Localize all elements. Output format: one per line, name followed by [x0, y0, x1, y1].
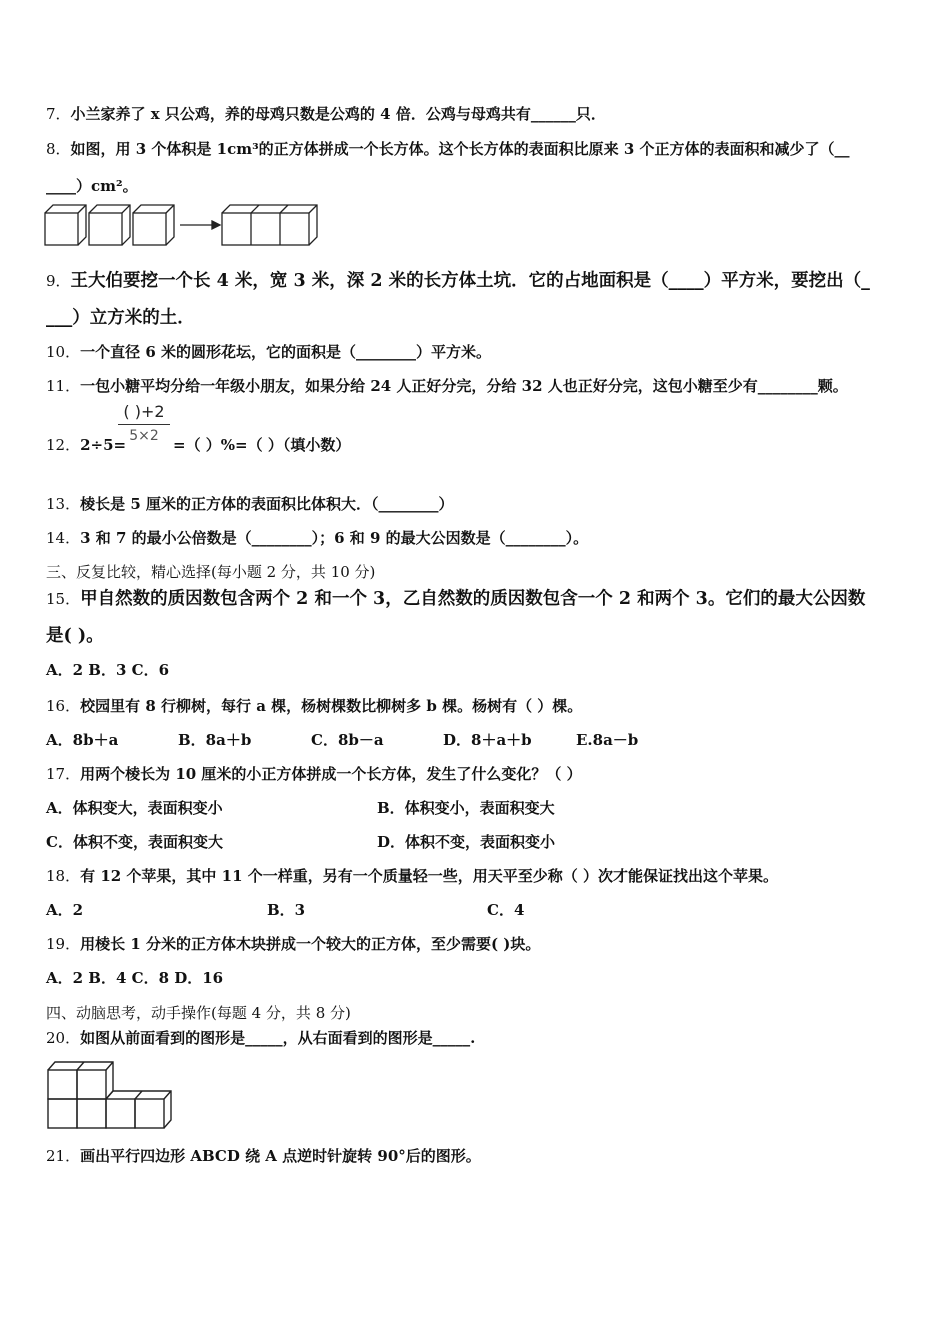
question-number: 20．: [46, 1029, 81, 1047]
fraction-denominator: 5×2: [129, 428, 159, 444]
option-d: D．8＋a＋b: [443, 731, 532, 749]
question-text: 甲自然数的质因数包含两个 2 和一个 3，乙自然数的质因数包含一个 2 和两个 3。它们的最大公因数: [80, 589, 866, 609]
option-c: C．8b－a: [311, 731, 384, 749]
question-18: [46, 865, 778, 886]
option-c: C．体积不变，表面积变大: [46, 833, 223, 851]
question-12: [46, 434, 126, 455]
question-8-continuation: ____）cm²。: [46, 177, 138, 195]
stacked-cubes-figure: [46, 1059, 178, 1131]
section-heading-4: 四、动脑思考，动手操作(每题 4 分，共 8 分): [46, 1004, 351, 1022]
question-text: 如图，用 3 个体积是 1cm³的正方体拼成一个长方体。这个长方体的表面积比原来 3 个正方体的表面积和减少了（__: [70, 140, 850, 158]
question-15-options: A．2 B．3 C．6: [46, 661, 170, 679]
question-text: 棱长是 5 厘米的正方体的表面积比体积大．（________）: [80, 495, 454, 513]
question-11: [46, 375, 848, 396]
option-a: A．2: [46, 901, 84, 919]
equation-start: 2÷5=: [80, 436, 127, 454]
question-15-continuation: 是( )。: [46, 626, 104, 646]
question-number: 19．: [46, 935, 81, 953]
option-a: A．体积变大，表面积变小: [46, 799, 223, 817]
question-13: [46, 493, 453, 514]
question-17: [46, 763, 582, 784]
cubes-to-cuboid-figure: [44, 203, 322, 247]
question-number: 13．: [46, 495, 81, 513]
question-text: 用两个棱长为 10 厘米的小正方体拼成一个长方体，发生了什么变化？（ ）: [80, 765, 582, 783]
option-b: B．8a＋b: [178, 731, 252, 749]
question-number: 14．: [46, 529, 81, 547]
question-number: 18．: [46, 867, 81, 885]
option-b: B．体积变小，表面积变大: [377, 799, 555, 817]
question-number: 8．: [46, 140, 71, 158]
question-21: [46, 1145, 481, 1166]
question-text: 画出平行四边形 ABCD 绕 A 点逆时针旋转 90°后的图形。: [80, 1147, 481, 1165]
question-number: 12．: [46, 436, 81, 454]
question-number: 9．: [46, 272, 71, 290]
question-text: 小兰家养了 x 只公鸡，养的母鸡只数是公鸡的 4 倍．公鸡与母鸡共有______只．: [70, 105, 606, 123]
question-text: 有 12 个苹果，其中 11 个一样重，另有一个质量轻一些，用天平至少称（ ）次才能保证找出这个苹果。: [80, 867, 778, 885]
question-number: 21．: [46, 1147, 81, 1165]
equation-end: =（ ）%=（ ）（填小数）: [173, 436, 351, 454]
question-number: 10．: [46, 343, 81, 361]
question-text: 如图从前面看到的图形是_____，从右面看到的图形是_____.: [80, 1029, 476, 1047]
question-20: [46, 1027, 475, 1048]
option-b: B．3: [267, 901, 306, 919]
option-d: D．体积不变，表面积变小: [377, 833, 556, 851]
question-text: 3 和 7 的最小公倍数是（________）；6 和 9 的最大公因数是（________）。: [80, 529, 589, 547]
question-text: 校园里有 8 行柳树，每行 a 棵，杨树棵数比柳树多 b 棵。杨树有（ ）棵。: [80, 697, 583, 715]
option-a: A．8b＋a: [46, 731, 119, 749]
question-number: 11．: [46, 377, 81, 395]
question-16: [46, 695, 582, 716]
question-14: [46, 527, 588, 548]
question-number: 7．: [46, 105, 71, 123]
question-9: [46, 267, 870, 292]
question-number: 17．: [46, 765, 81, 783]
question-19: [46, 933, 540, 954]
question-8: [46, 138, 850, 159]
fraction: [116, 402, 172, 444]
option-c: C．4: [487, 901, 525, 919]
question-number: 15．: [46, 590, 81, 608]
question-19-options: A．2 B．4 C．8 D．16: [46, 969, 224, 987]
fraction-numerator: ( )+2: [123, 402, 165, 421]
option-e: E.8a－b: [576, 731, 639, 749]
question-9-continuation: ___）立方米的土．: [46, 308, 195, 328]
question-text: 用棱长 1 分米的正方体木块拼成一个较大的正方体，至少需要( )块。: [80, 935, 541, 953]
section-heading-3: 三、反复比较，精心选择(每小题 2 分，共 10 分): [46, 563, 376, 581]
question-text: 一个直径 6 米的圆形花坛，它的面积是（________）平方米。: [80, 343, 491, 361]
question-7: [46, 103, 606, 124]
question-10: [46, 341, 491, 362]
question-15: [46, 585, 865, 610]
question-text: 王大伯要挖一个长 4 米，宽 3 米，深 2 米的长方体土坑．它的占地面积是（____）平方米，要挖出（_: [70, 271, 870, 291]
question-text: 一包小糖平均分给一年级小朋友，如果分给 24 人正好分完，分给 32 人也正好分完，这包小糖至少有________颗。: [80, 377, 848, 395]
question-number: 16．: [46, 697, 81, 715]
